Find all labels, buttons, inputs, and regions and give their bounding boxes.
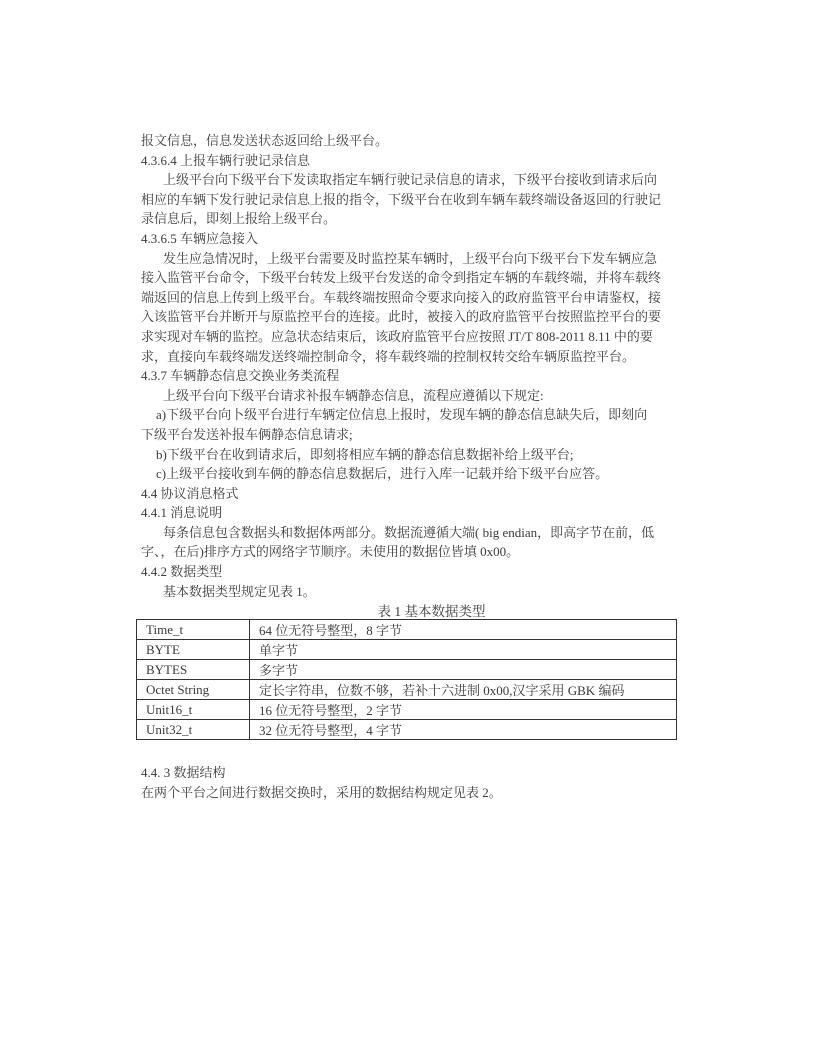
text-line: c)上级平台接收到车俩的静态信息数据后，进行入库一记载并给下级平台应答。 xyxy=(156,466,609,482)
data-type-description-cell: 32 位无符号整型，4 字节 xyxy=(250,720,677,740)
text-line: 基本数据类型规定见表 1。 xyxy=(163,583,316,599)
data-type-cell: BYTES xyxy=(137,660,250,680)
text-line: 4.4. 3 数据结构 xyxy=(141,765,226,780)
document-after-table-text xyxy=(141,763,686,802)
text-line: 端返回的信息上传到上级平台。车载终端按照命令要求向接入的政府监管平台申请鉴权，接 xyxy=(141,289,662,305)
data-type-description-cell: 单字节 xyxy=(250,640,677,660)
table-row xyxy=(137,620,677,640)
text-line: 下级平台发送补报车俩静态信息请求; xyxy=(141,426,353,442)
text-line: 上级平台向下级平台请求补报车辆静态信息，流程应遵循以下规定: xyxy=(163,387,544,403)
table1-caption: 表 1 基本数据类型 xyxy=(377,604,486,619)
text-line: 报文信息，信息发送状态返回给上级平台。 xyxy=(141,133,389,148)
table-row xyxy=(137,680,677,700)
data-type-description-cell: 定长字符串，位数不够，若补十六进制 0x00,汉字采用 GBK 编码 xyxy=(250,680,677,700)
table-row xyxy=(137,700,677,720)
text-line: 上级平台向下级平台下发读取指定车辆行驶记录信息的请求，下级平台接收到请求后向 xyxy=(163,172,658,188)
text-line: a)下级平台向卜级平台进行车辆定位信息上报时，发现车辆的静态信息缺失后，即刻向 xyxy=(156,407,648,423)
table-row xyxy=(137,640,677,660)
text-line: b)下级平台在收到请求后，即刻将相应车辆的静态信息数据补给上级平台; xyxy=(156,446,574,462)
text-line: 4.4.1 消息说明 xyxy=(141,505,223,521)
data-type-cell: BYTE xyxy=(137,640,250,660)
text-line: 求实现对车辆的监控。应急状态结束后，该政府监管平台应按照 JT/T 808-2011 8.11 中的要 xyxy=(141,328,653,344)
data-type-cell: Unit32_t xyxy=(137,720,250,740)
table-row xyxy=(137,660,677,680)
text-line: 入该监管平台并断开与原监控平台的连接。此时，被接入的政府监管平台按照监控平台的要 xyxy=(141,309,662,325)
data-type-description-cell: 多字节 xyxy=(250,660,677,680)
text-line: 4.3.6.4 上报车辆行驶记录信息 xyxy=(141,152,311,168)
document-body-text xyxy=(141,131,686,601)
text-line: 字、，在后)排序方式的网络字节顺序。未使用的数据位皆填 0x00。 xyxy=(141,544,520,560)
data-type-cell: Unit16_t xyxy=(137,700,250,720)
data-type-cell: Octet String xyxy=(137,680,250,700)
table-row xyxy=(137,720,677,740)
data-type-description-cell: 16 位无符号整型，2 字节 xyxy=(250,700,677,720)
text-line: 相应的车辆下发行驶记录信息上报的指令，下级平台在收到车辆车载终端设备返回的行驶记 xyxy=(141,191,662,207)
text-line: 录信息后，即刻上报给上级平台。 xyxy=(141,211,337,227)
text-line: 求，直接向车载终端发送终端控制命令，将车载终端的控制权转交给车辆原监控平台。 xyxy=(141,348,636,364)
text-line: 4.3.6.5 车辆应急接入 xyxy=(141,230,259,246)
text-line: 4.4.2 数据类型 xyxy=(141,564,223,580)
text-line: 在两个平台之间进行数据交换时，采用的数据结构规定见表 2。 xyxy=(141,784,502,800)
data-type-description-cell: 64 位无符号整型，8 字节 xyxy=(250,620,677,640)
text-line: 4.3.7 车辆静态信息交换业务类流程 xyxy=(141,368,340,384)
text-line: 发生应急情况时，上级平台需要及时监控某车辆时，上级平台向下级平台下发车辆应急 xyxy=(163,250,658,266)
text-line: 4.4 协议消息格式 xyxy=(141,485,239,501)
table1-basic-data-types xyxy=(136,619,677,740)
data-type-cell: Time_t xyxy=(137,620,250,640)
text-line: 接入监管平台命令，下级平台转发上级平台发送的命令到指定车辆的车载终端，并将车载终 xyxy=(141,270,662,286)
text-line: 每条信息包含数据头和数据体两部分。数据流遵循大端( big endian，即高字节在前，低 xyxy=(163,524,655,540)
